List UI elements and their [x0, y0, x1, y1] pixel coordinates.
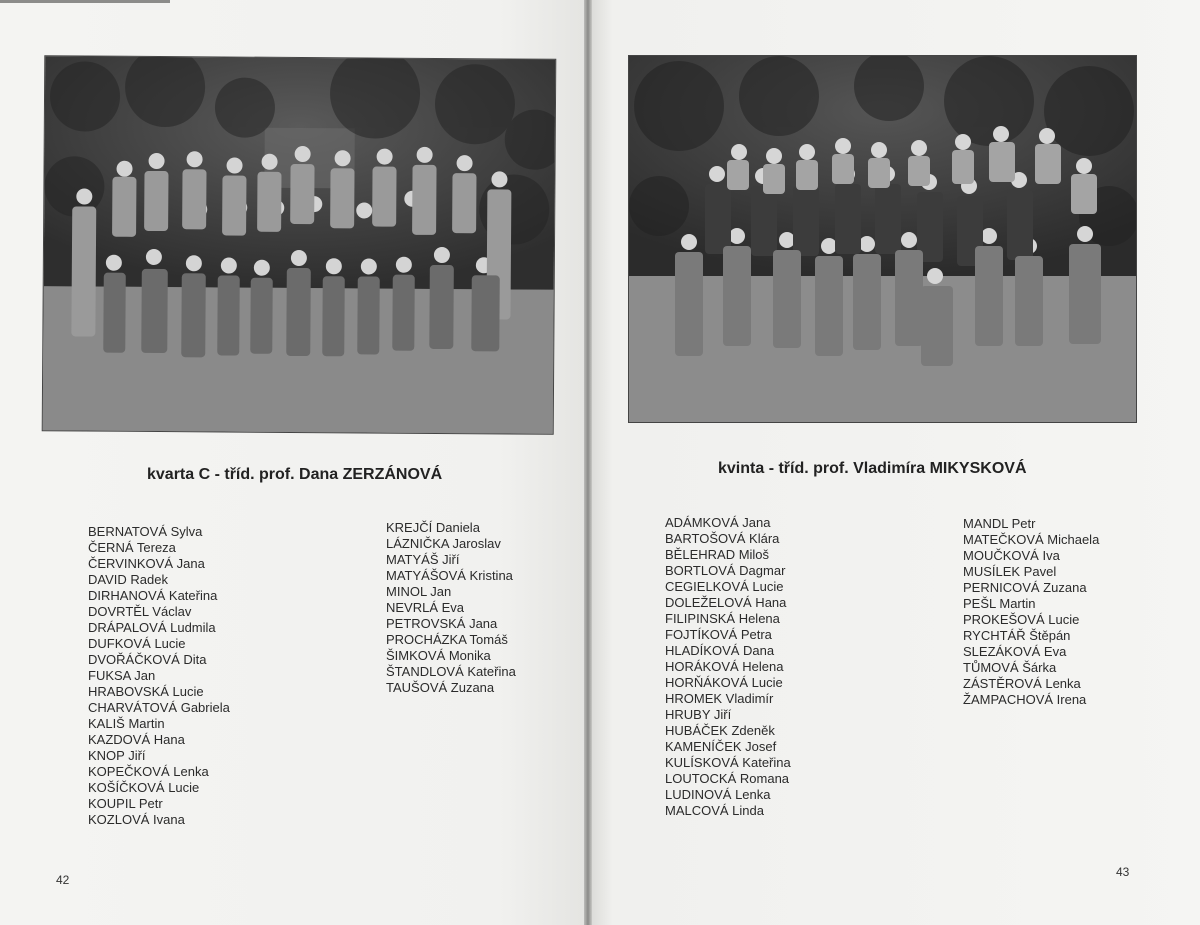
student-name: NEVRLÁ Eva: [386, 600, 465, 615]
student-name: LUDINOVÁ Lenka: [665, 787, 771, 802]
student-name: ČERVINKOVÁ Jana: [88, 556, 205, 571]
student-name: HLADÍKOVÁ Dana: [665, 643, 775, 658]
student-name: TŮMOVÁ Šárka: [963, 660, 1057, 675]
left-page: [0, 0, 588, 925]
group-photo-image: [629, 56, 1136, 422]
group-photo-image: [43, 56, 556, 434]
page-number: 43: [1116, 865, 1130, 879]
class-caption: kvinta - tříd. prof. Vladimíra MIKYSKOVÁ: [718, 460, 1027, 477]
student-name: MALCOVÁ Linda: [665, 803, 764, 818]
student-name: MANDL Petr: [963, 516, 1036, 531]
student-name: KOZLOVÁ Ivana: [88, 812, 185, 827]
student-name: CEGIELKOVÁ Lucie: [665, 579, 784, 594]
student-list-column-2: [386, 520, 516, 696]
student-name: FOJTÍKOVÁ Petra: [665, 627, 772, 642]
student-name: KNOP Jiří: [88, 748, 146, 763]
student-name: DOVRTĚL Václav: [88, 604, 192, 619]
student-name: LÁZNIČKA Jaroslav: [386, 536, 501, 551]
student-name: LOUTOCKÁ Romana: [665, 771, 790, 786]
student-name: HROMEK Vladimír: [665, 691, 774, 706]
student-name: DUFKOVÁ Lucie: [88, 636, 186, 651]
student-name: ŠIMKOVÁ Monika: [386, 648, 491, 663]
student-name: ADÁMKOVÁ Jana: [665, 515, 771, 530]
student-name: BARTOŠOVÁ Klára: [665, 531, 780, 546]
student-name: TAUŠOVÁ Zuzana: [386, 680, 495, 695]
student-name: FILIPINSKÁ Helena: [665, 611, 780, 626]
student-name: HORÁKOVÁ Helena: [665, 659, 784, 674]
student-name: MATYÁŠ Jiří: [386, 552, 460, 567]
student-name: DVOŘÁČKOVÁ Dita: [88, 652, 207, 667]
student-name: PROKEŠOVÁ Lucie: [963, 612, 1080, 627]
student-name: DAVID Radek: [88, 572, 168, 587]
student-name: MATEČKOVÁ Michaela: [963, 532, 1100, 547]
student-name: MUSÍLEK Pavel: [963, 564, 1057, 579]
student-name: ŠTANDLOVÁ Kateřina: [386, 664, 516, 679]
student-name: HORŇÁKOVÁ Lucie: [665, 675, 783, 690]
student-name: DRÁPALOVÁ Ludmila: [88, 620, 216, 635]
student-name: BERNATOVÁ Sylva: [88, 524, 203, 539]
student-name: KAMENÍČEK Josef: [665, 739, 777, 754]
student-name: HRABOVSKÁ Lucie: [88, 684, 204, 699]
student-name: SLEZÁKOVÁ Eva: [963, 644, 1067, 659]
student-list-column-2: [963, 516, 1099, 708]
class-photo-kvinta: [628, 55, 1137, 423]
class-photo-kvarta-c: [42, 55, 557, 435]
student-name: KULÍSKOVÁ Kateřina: [665, 755, 791, 770]
student-name: KREJČÍ Daniela: [386, 520, 480, 535]
right-page: [588, 0, 1200, 925]
student-list-column-1: [665, 515, 791, 819]
student-name: PROCHÁZKA Tomáš: [386, 632, 508, 647]
student-name: KOUPIL Petr: [88, 796, 163, 811]
student-name: ČERNÁ Tereza: [88, 540, 176, 555]
student-list-column-1: [88, 524, 230, 828]
class-caption: kvarta C - tříd. prof. Dana ZERZÁNOVÁ: [147, 466, 443, 483]
student-name: BĚLEHRAD Miloš: [665, 547, 770, 562]
student-name: DIRHANOVÁ Kateřina: [88, 588, 218, 603]
student-name: KOŠÍČKOVÁ Lucie: [88, 780, 200, 795]
student-name: PERNICOVÁ Zuzana: [963, 580, 1087, 595]
student-name: ŽAMPACHOVÁ Irena: [963, 692, 1087, 707]
student-name: BORTLOVÁ Dagmar: [665, 563, 786, 578]
student-name: PETROVSKÁ Jana: [386, 616, 498, 631]
page-edge-rule: [0, 0, 170, 3]
student-name: ZÁSTĚROVÁ Lenka: [963, 676, 1081, 691]
student-name: KOPEČKOVÁ Lenka: [88, 764, 209, 779]
student-name: MINOL Jan: [386, 584, 452, 599]
student-name: CHARVÁTOVÁ Gabriela: [88, 700, 230, 715]
student-name: KALIŠ Martin: [88, 716, 165, 731]
student-name: PEŠL Martin: [963, 596, 1036, 611]
student-name: HUBÁČEK Zdeněk: [665, 723, 775, 738]
student-name: RYCHTÁŘ Štěpán: [963, 628, 1071, 643]
student-name: FUKSA Jan: [88, 668, 156, 683]
student-name: HRUBY Jiří: [665, 707, 732, 722]
student-name: MOUČKOVÁ Iva: [963, 548, 1060, 563]
student-name: MATYÁŠOVÁ Kristina: [386, 568, 513, 583]
book-gutter: [584, 0, 592, 925]
page-number: 42: [56, 873, 70, 887]
student-name: DOLEŽELOVÁ Hana: [665, 595, 787, 610]
student-name: KAZDOVÁ Hana: [88, 732, 185, 747]
